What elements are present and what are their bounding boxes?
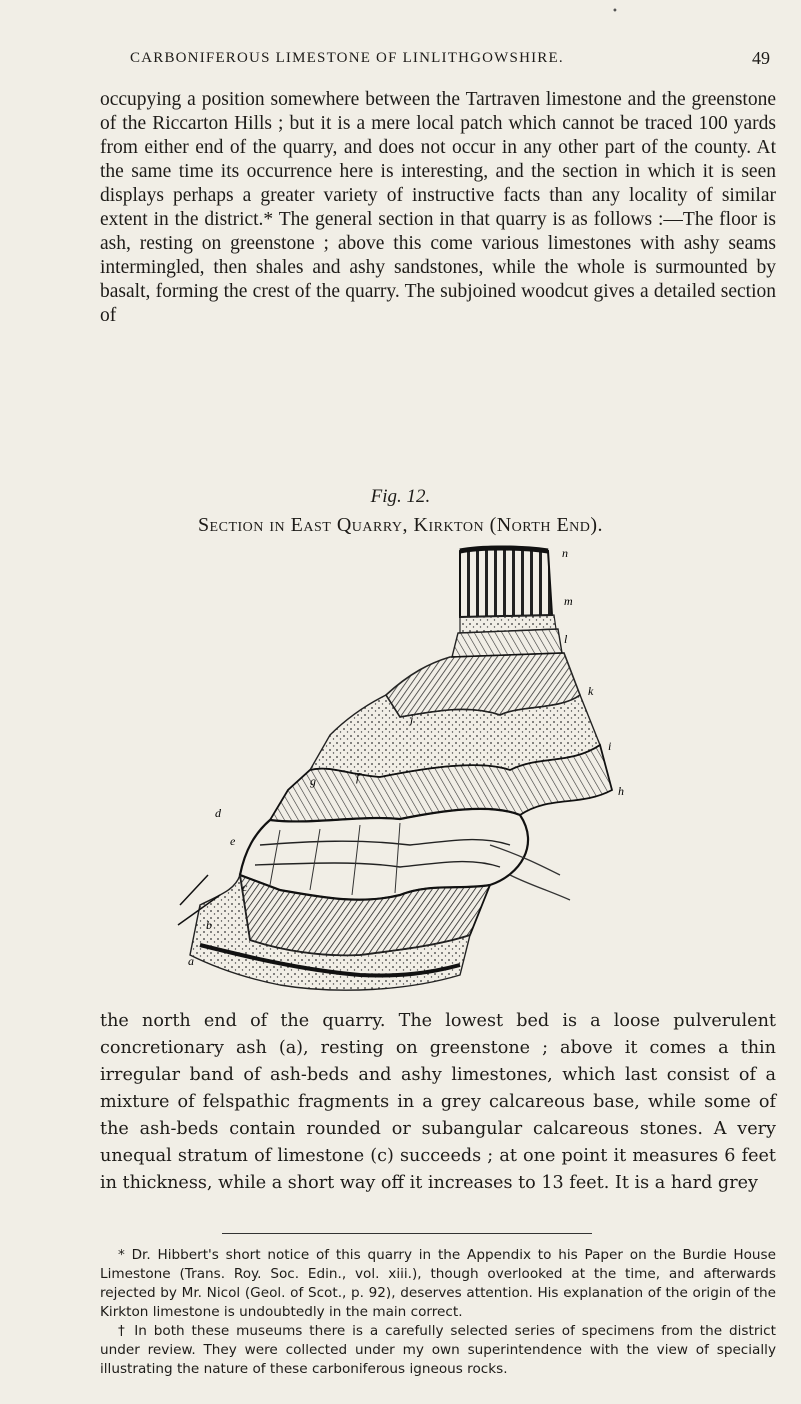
footnote-rule — [222, 1233, 592, 1234]
print-mark: • — [612, 6, 618, 17]
letter-g: g — [310, 774, 316, 788]
letter-l: l — [564, 632, 568, 646]
figure-label: Fig. 12. — [370, 486, 431, 507]
footnote-1: * Dr. Hibbert's short notice of this quarry in the Appendix to his Paper on the Burdie House Limestone (Trans. Roy. Soc. Edin., vol. xiii.), though overlooked at the time, and afterwards rejected by Mr. Nicol (Geol. of Scot., p. 92), deserves attention. His explanation of the origin of the Kirkton limestone is undoubtedly in the main correct. — [100, 1247, 776, 1320]
letter-h: h — [618, 784, 624, 798]
footnotes — [100, 1246, 776, 1379]
letter-j: j — [410, 712, 414, 726]
running-head-title: CARBONIFEROUS LIMESTONE OF LINLITHGOWSHIRE. — [130, 50, 564, 66]
letter-f: f — [356, 770, 360, 784]
paragraph-1: occupying a position somewhere between the Tartraven limestone and the greenstone of the Riccarton Hills ; but it is a mere local patch which cannot be traced 100 yards from either end of the quarry, and does not occur in any other part of the county. At the same time its occurrence here is interesting, and the section in which it is seen displays perhaps a greater variety of instructive facts than any locality of similar extent in the district.* The general section in that quarry is as follows :—The floor is ash, resting on greenstone ; above this come various limestones with ashy seams intermingled, then shales and ashy sandstones, while the whole is surmounted by basalt, forming the crest of the quarry. The subjoined woodcut gives a detailed section of — [100, 89, 776, 326]
letter-k: k — [588, 684, 594, 698]
bed-l — [452, 629, 562, 657]
letter-n: n — [562, 546, 568, 560]
letter-m: m — [564, 594, 573, 608]
letter-i: i — [608, 739, 612, 753]
basalt-crest — [460, 547, 552, 618]
footnote-2: † In both these museums there is a carefully selected series of specimens from the district under review. They were collected under my own superintendence with the view of specially illustrating the nature of these carboniferous igneous rocks. — [100, 1323, 776, 1377]
figure-caption: Section in East Quarry, Kirkton (North End). — [197, 514, 604, 536]
letter-d: d — [215, 806, 221, 820]
letter-a: a — [188, 954, 194, 968]
letter-e: e — [230, 834, 236, 848]
page-number: 49 — [752, 48, 770, 68]
paragraph-2: the north end of the quarry. The lowest bed is a loose pulverulent concretionary ash (a), resting on greenstone ; above it comes a thin irregular band of ash-beds and ashy limestones, which last consist of a mixture of felspathic fragments in a grey calcareous base, while some of the ash-beds contain rounded or subangular calcareous stones. A very unequal stratum of limestone (c) succeeds ; at one point it measures 6 feet in thickness, while a short way off it increases to 13 feet. It is a hard grey — [100, 1011, 776, 1193]
quarry-section-woodcut — [160, 545, 640, 1005]
letter-c: c — [242, 880, 248, 894]
letter-b: b — [206, 918, 212, 932]
